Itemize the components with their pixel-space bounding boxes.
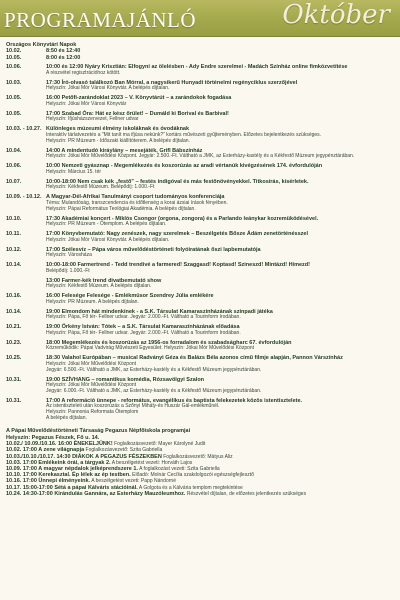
schedule-date: 10.09. (6, 465, 22, 472)
event-item (6, 324, 394, 336)
month-title: Október (282, 0, 390, 30)
event-detail: Helyszín: Jókai Mór Művelődési Központ (46, 382, 137, 389)
event-date: 10.31. (6, 376, 22, 383)
event-title: Valahol Európában – musical Radványi Géza és Balázs Béla azonos című filmje alapján, Pannon Várszínház (61, 355, 343, 362)
event-time: 17:00 (46, 231, 61, 238)
event-time: 10:00 (46, 163, 61, 170)
event-detail: Helyszín: PR Múzeum - Ötemplom. A belépés díjtalan. (46, 221, 167, 228)
event-item (6, 309, 394, 321)
section-title: Országos Könyvtári Napok (6, 42, 77, 48)
event-time: 8:50 és 12:40 (46, 48, 81, 55)
event-time: 16:00 (46, 95, 61, 102)
events-list (6, 64, 394, 422)
event-detail: Helyszín: Városháza (46, 252, 92, 259)
schedule-date: 10.17. (6, 484, 22, 491)
event-item (6, 64, 394, 76)
event-time: 10:00-18:00 (46, 178, 76, 185)
schedule-note: A foglalkozást vezeti: Szita Gabriella (137, 465, 220, 472)
event-item (6, 247, 394, 259)
event-title: Megemlékezés és koszorúzás az 1956-os forradalom és szabadságharc 67. évfordulóján (61, 339, 292, 346)
library-days-section (6, 42, 394, 61)
event-date: 10.16. (6, 293, 22, 300)
schedule-note: Foglalkozásvezető: Szita Gabriella (84, 447, 163, 454)
association-section (6, 428, 394, 497)
event-title: Különleges múzeumi élmény iskoláknak és óvodáknak (46, 126, 190, 133)
event-date: 10.14. (6, 262, 22, 269)
event-item (6, 216, 394, 228)
event-title: Felesége Felesége - Emlékmüsor Szendrey Júlia emlékére (61, 293, 214, 300)
event-detail: Helyszín: Jókai Mór Művelődési Központ (46, 360, 137, 367)
event-title: Könyvbemutató: Nagy zenészek, nagy szerelmek – Beszélgetés Bősze Ádám zenetörténésszel (61, 231, 308, 238)
event-item (6, 377, 394, 395)
event-date: 10.05. (6, 110, 22, 117)
event-item (6, 179, 394, 191)
event-time: 16:00 (46, 293, 61, 300)
event-item (6, 278, 394, 290)
event-date: 10.12. (6, 246, 22, 253)
event-date (6, 278, 46, 284)
event-time: 17:00 (46, 246, 61, 253)
event-detail: Helyszín: Jókai Mór Városi Könyvtár. A belépés díjtalan. (46, 236, 170, 243)
event-title: Elmondom hát mindenkinek - a S.K. Társulat Kamaraszínházának szinpadi játéka (61, 308, 273, 315)
event-time: 18:30 (46, 355, 61, 362)
event-item (6, 111, 394, 123)
event-detail: A belépés díjtalan. (46, 415, 87, 422)
event-detail: Helyszín: Ifjúsházszervezet, Fellner udvar (46, 116, 139, 123)
schedule-note: A beszélgetést vezeti: Horváth Lajos (110, 459, 193, 466)
schedule-date: 10.03. (6, 459, 22, 466)
event-title: Szabad Óra: Hát ez kész őrület! – Dumáld ki Borival és Barbival! (61, 110, 229, 117)
section-title: A Pápai Művelődéstörténeti Társaság Pegazus Népfőiskola programjai (6, 428, 191, 435)
event-item (6, 355, 394, 373)
event-time: 8:00 és 12:00 (46, 54, 81, 61)
event-time: 19:00 (46, 324, 61, 331)
event-date: 10.07. (6, 178, 22, 185)
event-detail: Interaktív tárlatvezetés a "Mit tanít ma ifjúsa nekünk?" kortárs művészeti gyűjteményben. Előzetes bejelentkezés szükséges. (46, 131, 322, 138)
schedule-title: 17:00 Kerekasztal. Ép lélek az ép testben. (22, 472, 131, 479)
event-detail: Helyszín: Kékfestő Múzeum. A belépés díjtalan. (46, 283, 152, 290)
event-item (6, 80, 394, 92)
schedule-title: 17:00 Emlékeink órái, a tárgyak 2. (22, 459, 111, 466)
event-time: 19:00 (46, 376, 61, 383)
header-banner (0, 0, 400, 37)
event-detail: Belépődíj: 1.000.-Ft (46, 267, 90, 274)
event-title: A Magyar-Dél-Afrikai Tanulmányi csoport tudományos konferenciája (46, 194, 225, 201)
event-time: 18:00 (46, 339, 61, 346)
event-title: Örkény István: Tótek – a S.K. Társulat Kamaraszínházának előadása (61, 324, 240, 331)
schedule-date: 10.03./10.10./10.17. (6, 453, 55, 460)
schedule-title: 14:30 DIÁKOK A PEGAZUS FÉSZEKBEN (56, 453, 162, 460)
event-detail: Helyszín: PR Múzeum - Időszaki kiállítóterem. A belépés díjtalan. (46, 137, 190, 144)
event-time: 17:30 (46, 215, 61, 222)
event-detail: Helyszín: Március 15. tér (46, 168, 102, 175)
event-detail: Helyszín: Kékfestő Múzeum. Belépődíj: 1.000.-Ft (46, 184, 155, 191)
schedule-title: 15:00-17:00 Sétá a pápai Kálváris stációinál. (22, 484, 138, 491)
schedule-note: Részvétel díjtalan, de előzetes jelentkezés szükséges (185, 490, 307, 497)
event-title: Szélesvíz – Pápa város művelődéstörténeti folyóiratának őszi lapbemutatója (61, 246, 261, 253)
schedule-row (6, 491, 394, 497)
event-time: 17:30 (46, 79, 61, 86)
event-item (6, 126, 394, 144)
event-date: 10.06. (6, 163, 22, 170)
schedule-title: 16:00 ÉNEKELJÜNK! (58, 441, 113, 448)
event-date: 10.14. (6, 308, 22, 315)
event-date: 10.31. (6, 398, 22, 405)
schedule-date: 10.24. (6, 490, 22, 497)
page-title: PROGRAMAJÁNLÓ (4, 8, 197, 32)
schedule-date: 10.02. (6, 447, 22, 454)
event-title: Petőfi-zarándoklat 2023 – V. Könyvtárút – a zarándokok fogadása (61, 95, 232, 102)
schedule-note: Foglalkozásvezető: Mátyus Aliz (161, 453, 233, 460)
event-detail: Jegyár: 6.000.-Ft. Váltható a JMK, az Esterházy-kastély és a Kékfestő Múzeum jegypénztárában. (46, 387, 262, 394)
schedule-title: 17:00 A magyar népdalok jelképrendszere 1. (22, 465, 138, 472)
library-row (6, 55, 394, 61)
schedule-title: 17:00 A zene világnapja (22, 447, 85, 454)
event-date: 10.03. (6, 79, 22, 86)
event-detail: Helyszín: Jókai Mór Művelődési Központ. Jegyár: 2.500.-Ft. Váltható a JMK, az Esterházy-kastély és a Kékfestő Múzeum jegypénztárában. (46, 153, 355, 160)
event-detail: Helyszín: Pápa, Fő tér- Fellner udvar. Jegyár: 2.000.-Ft. Váltható a Tourinform Irodában. (46, 314, 241, 321)
event-detail: Helyszín: Jókai Mór Városi Könyvtár. A belépés díjtalan. (46, 85, 170, 92)
event-title: Farmer-kék trend divatbemutató show (61, 277, 162, 284)
event-item (6, 148, 394, 160)
event-detail: Helyszín: Pápa, Fő tér- Fellner udvar. Jegyár: 2.000.-Ft. Váltható a Tourinform Irodában. (46, 329, 241, 336)
schedule-note: A beszélgetést vezeti: Papp Nándorné (90, 478, 176, 485)
event-title: Író-olvasó találkozó Ban Mórral, a nagysikerű Hunyadi történelmi regényciklus szerzőjével (61, 79, 298, 86)
event-detail: Helyszín: Pápai Református Teológiai Akadémia. A belépés díjtalan. (46, 205, 196, 212)
event-detail: Közreműködik: Pápai Vadvirág Művészeti Egyesület. Helyszín: Jókai Mór Művelődési Központ (46, 345, 255, 352)
schedule-note: Előadó: Molnár Cecília szakdolgozói egészségfejlesztő (130, 472, 254, 479)
event-date: 10.02. (6, 48, 22, 55)
event-item (6, 194, 394, 212)
schedule-title: 14:30-17:00 Kirándulás Gannára, az Esterházy Mauzóleumhoz. (22, 490, 186, 497)
event-time: 13:00 (46, 277, 61, 284)
event-title: Nem csak kék „festő” – festés indigóval és más festőnövényekkel. Titkosírás, kísérletek. (77, 178, 309, 185)
event-item (6, 262, 394, 274)
event-item (6, 163, 394, 175)
event-date: 10.04. (6, 147, 22, 154)
event-title: A reformáció ünnepe - református, evangélikus és baptista felekezetek közös istentisztelete. (61, 398, 303, 405)
event-date: 10.05. (6, 95, 22, 102)
event-detail: A részvétel regisztrációhoz kötött. (46, 69, 121, 76)
event-date: 10.25. (6, 355, 22, 362)
event-time: 10:00 és 12:00 (46, 64, 84, 71)
event-item (6, 293, 394, 305)
event-time: 19:00 (46, 308, 61, 315)
event-date: 10.09. - 10.12. (6, 194, 42, 201)
schedule-title: 17:00 Ünnepi élményeink. (22, 478, 91, 485)
event-title: A mindentudó kiráylány – mesejáték, Grifl Bábszínház (61, 147, 203, 154)
schedule-date: 10.10. (6, 472, 22, 479)
event-date: 10.11. (6, 231, 21, 238)
event-date: 10.10. (6, 215, 22, 222)
event-date: 10.03. - 10.27. (6, 126, 42, 133)
event-time: 14:00 (46, 147, 61, 154)
section-venue: Helyszín: Pegazus Fészek, Fő u. 14. (6, 434, 100, 441)
event-detail: Téma: Mulandóság, transzcendencia és időtlenség a korai ázsiai írások fényében. (46, 199, 228, 206)
event-title: Farmertrend - Tedd trendivé a farmered! Szaggasd! Koptasd! Szineszd! Mintázd! Hímezd! (77, 262, 310, 269)
event-date: 10.23. (6, 339, 22, 346)
event-time: 10:00-18:00 (46, 262, 76, 269)
event-time: 17:00 (46, 398, 61, 405)
event-item (6, 231, 394, 243)
event-detail: Az istentiszteleti után koszorúzás a Szőnyi Mihály-és Huszár Gál-emlékműnél. (46, 403, 220, 410)
schedule-date: 10.16. (6, 478, 22, 485)
event-title: Nyáry Krisztián: Elfogyni az ölelésben - Ady Endre szerelmei - Madách Színház online fimkózvetítése (84, 64, 348, 71)
event-detail: Helyszín: PR Múzeum. A belépés díjtalan. (46, 298, 139, 305)
event-date: 10.06. (6, 64, 22, 71)
event-detail: Helyszín: Pannonia Reformata Ötemplom (46, 409, 139, 416)
program-list (0, 37, 400, 497)
event-item (6, 340, 394, 352)
schedule-note: A Golgota és a Kálvária templom megtekintése (137, 484, 243, 491)
schedule-line (6, 491, 306, 497)
event-detail: Jegyár: 6.500.-Ft. Váltható a JMK, az Esterházy-kastély és a Kékfestő Múzeum jegypénztárában. (46, 366, 262, 373)
event-detail: Helyszín: Jókai Mór Városi Könyvtár (46, 100, 127, 107)
event-date: 10.05. (6, 54, 22, 61)
schedule-note: Foglalkozásvezető: Mayer Károlyné Judit (112, 441, 206, 448)
event-time: 17:00 (46, 110, 61, 117)
event-item (6, 95, 394, 107)
event-title: Akadémiai koncert - Miklós Csongor (orgona, zongora) és a Parlando leánykar kozremüködésével. (61, 215, 319, 222)
event-title: SZÍVHANG – romantikus komédia, Rózsavölgyi Szalon (61, 376, 205, 383)
event-date: 10.21. (6, 324, 22, 331)
schedule-date: 10.02./ 10.09./10.16. (6, 441, 57, 448)
event-item (6, 398, 394, 422)
event-title: Nemzeti gyásznap - Megemlékezés és koszorúzás az aradi vértanúk kivégzésének 174. évfordulóján (61, 163, 323, 170)
